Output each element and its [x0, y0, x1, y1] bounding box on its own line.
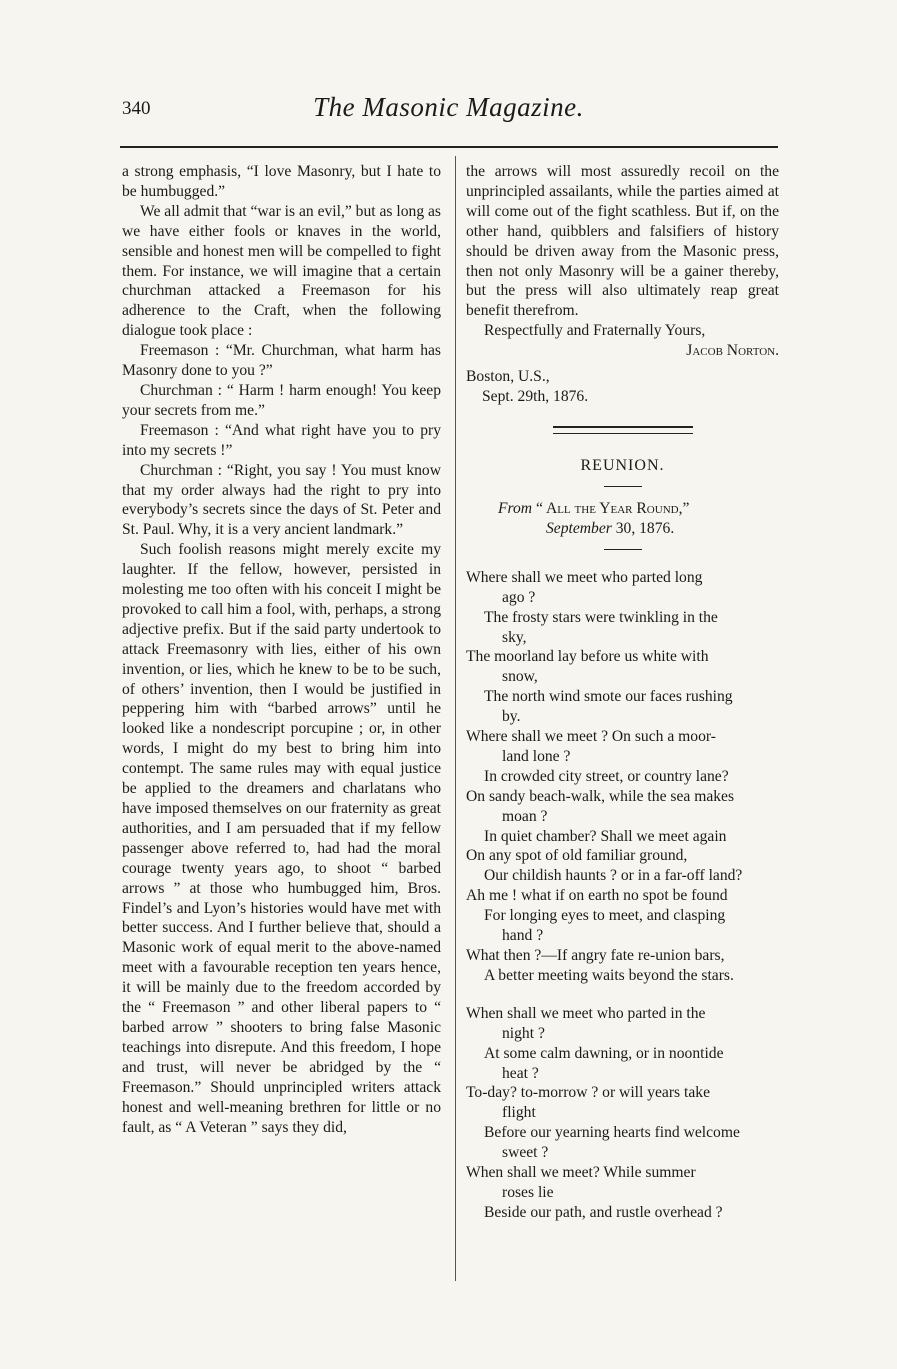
poem-line: night ? [502, 1024, 545, 1042]
poem-line: On sandy beach-walk, while the sea makes [466, 787, 735, 805]
poem-line: The frosty stars were twinkling in the [484, 608, 718, 626]
poem-title: REUNION. [580, 456, 665, 474]
poem-source [498, 499, 779, 539]
paragraph: a strong emphasis, “I love Masonry, but I hate to be humbugged.” [122, 163, 441, 200]
poem-line: snow, [502, 668, 538, 686]
poem-line: What then ?—If angry fate re-union bars, [466, 947, 725, 964]
section-double-rule [553, 426, 693, 434]
source-month: September [546, 519, 612, 537]
poem-line: roses lie [502, 1183, 554, 1201]
poem-line: ago ? [502, 588, 536, 606]
signature: Jacob Norton. [686, 342, 779, 360]
left-column [122, 162, 441, 1137]
poem-line: Where shall we meet ? On such a moor- [466, 728, 716, 746]
source-publication: “ All the Year Round,” [535, 499, 690, 517]
paragraph: We all admit that “war is an evil,” but as long as we have either fools or knaves in the world, sensible and honest men will be compelled to fight them. For instance, we will imagine that a certain churchman attacked a Freemason for his adherence to the Craft, when the following dialogue took place : [122, 202, 442, 340]
source-date: 30, 1876. [615, 519, 675, 537]
poem-line: heat ? [502, 1064, 539, 1082]
paragraph: Churchman : “Right, you say ! You must know that my order always had the right to pry into everybody’s secrets since the days of St. Peter and St. Paul. Why, it is a very ancient landmark.” [122, 461, 441, 539]
poem-line: In quiet chamber? Shall we meet again [484, 827, 727, 845]
column-divider [455, 156, 456, 1281]
poem-line: In crowded city street, or country lane? [484, 767, 729, 785]
source-from: From [498, 499, 533, 517]
closing-line: Respectfully and Fraternally Yours, [484, 322, 706, 340]
poem-line: Our childish haunts ? or in a far-off land? [484, 867, 743, 885]
poem-line: A better meeting waits beyond the stars. [484, 966, 734, 984]
source-date-line [498, 519, 779, 539]
paragraph: Churchman : “ Harm ! harm enough! You keep your secrets from me.” [122, 381, 441, 419]
poem-line: For longing eyes to meet, and clasping [484, 907, 726, 925]
right-column [466, 162, 779, 1241]
paragraph: Freemason : “And what right have you to pry into my secrets !” [122, 421, 441, 459]
poem-line: Before our yearning hearts find welcome [484, 1124, 740, 1142]
poem-line: When shall we meet who parted in the [466, 1004, 706, 1022]
paragraph: Freemason : “Mr. Churchman, what harm has Masonry done to you ?” [122, 342, 441, 380]
poem-line: Beside our path, and rustle overhead ? [484, 1203, 723, 1221]
poem-line: land lone ? [502, 747, 571, 765]
poem-line: Ah me ! what if on earth no spot be found [466, 887, 728, 905]
short-rule [604, 549, 642, 550]
poem-line: The north wind smote our faces rushing [484, 688, 733, 706]
place-line: Boston, U.S., [466, 368, 550, 386]
poem-line: On any spot of old familiar ground, [466, 847, 688, 865]
poem-line: sweet ? [502, 1144, 549, 1162]
paragraph: Such foolish reasons might merely excite my laughter. If the fellow, however, persisted in molesting me too often with his conceit I might be provoked to call him a fool, with, perhaps, a strong adjective prefix. But if the said party undertook to attack Freemasonry with lies, either of his own invention, or lies, which he knew to be to be such, of others’ invention, then I would be justified in peppering him with “barbed arrows” until he looked like a nondescript porcupine ; or, in other words, I might do my best to bring him into contempt. The same rules may with equal justice be applied to the dreamers and charlatans who have imposed themselves on our fraternity as great authorities, and I am persuaded that if my fellow passenger above referred to, had had the moral courage twenty years ago, to shoot “ barbed arrows ” at those who humbugged him, Bros. Findel’s and Lyon’s histories would have met with better success. And I further believe that, should a Masonic work of equal merit to the above-named meet with a favourable reception ten years hence, it will be mainly due to the freedom accorded by the “ Freemason ” and other liberal papers to “ barbed arrow ” shooters to bring false Masonic teachings into disrepute. And this freedom, I hope and trust, will never be abridged by the “ Freemason.” Should unprincipled writers attack honest and well-meaning brethren for little or no fault, as “ A Veteran ” says they did, [122, 541, 441, 1136]
poem-line: flight [502, 1104, 536, 1122]
page-header [0, 92, 897, 132]
paragraph: the arrows will most assuredly recoil on the unprincipled assailants, while the parties aimed at will come out of the fight scathless. But if, on the other hand, quibblers and falsifiers of history should be driven away from the Masonic press, then not only Masonry will be a gainer thereby, but the press will also ultimately reap great benefit therefrom. [466, 163, 779, 320]
poem-line: hand ? [502, 927, 544, 945]
poem-line: moan ? [502, 807, 548, 825]
poem-line: When shall we meet? While summer [466, 1164, 696, 1182]
page-number: 340 [122, 98, 151, 119]
poem-line: To-day? to-morrow ? or will years take [466, 1084, 710, 1102]
poem-line: The moorland lay before us white with [466, 648, 709, 666]
magazine-title: The Masonic Magazine. [313, 92, 584, 122]
poem-line: sky, [502, 628, 527, 646]
short-rule [604, 486, 642, 487]
poem-line: by. [502, 708, 521, 726]
stanza-1 [466, 568, 779, 986]
header-rule [120, 146, 778, 148]
poem-line: Where shall we meet who parted long [466, 568, 703, 586]
poem [466, 568, 779, 1223]
poem-line: At some calm dawning, or in noontide [484, 1044, 724, 1062]
date-line: Sept. 29th, 1876. [482, 387, 589, 405]
stanza-2 [466, 1004, 779, 1223]
